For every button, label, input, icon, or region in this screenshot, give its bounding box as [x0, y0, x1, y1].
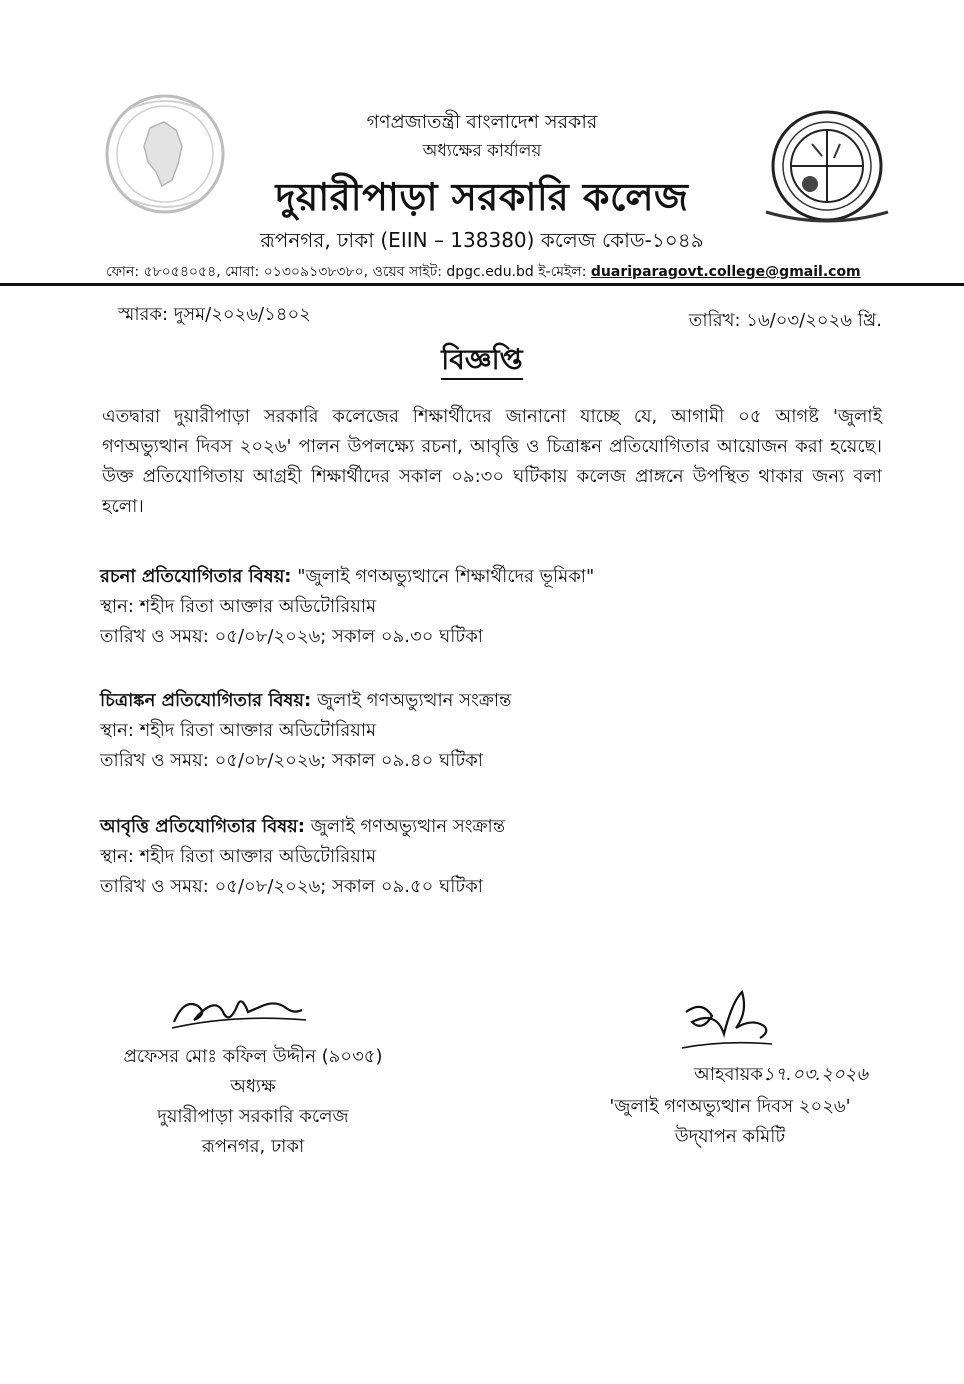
- college-address: রূপনগর, ঢাকা (EIIN – 138380) কলেজ কোড-১০৪৯: [260, 228, 704, 252]
- signatory-name: প্রফেসর মোঃ কফিল উদ্দীন (৯০৩৫): [123, 1046, 383, 1067]
- competition-venue: স্থান: শহীদ রিতা আক্তার অডিটোরিয়াম: [100, 596, 377, 617]
- competition-label: চিত্রাঙ্কন প্রতিযোগিতার বিষয়:: [100, 690, 312, 711]
- competition-venue: স্থান: শহীদ রিতা আক্তার অডিটোরিয়াম: [100, 846, 377, 867]
- signatory-right: [570, 1092, 890, 1152]
- committee-event: 'জুলাই গণঅভ্যুত্থান দিবস ২০২৬': [609, 1096, 851, 1117]
- competition-topic: জুলাই গণঅভ্যুত্থান সংক্রান্ত: [311, 690, 512, 711]
- competition-datetime: তারিখ ও সময়: ০৫/০৮/২০২৬; সকাল ০৯.৪০ ঘটিকা: [100, 750, 483, 771]
- competition-drawing: [100, 686, 890, 776]
- signatory-institution: দুয়ারীপাড়া সরকারি কলেজ: [157, 1106, 349, 1127]
- principal-signature: [164, 984, 314, 1034]
- government-heading: গণপ্রজাতন্ত্রী বাংলাদেশ সরকার: [366, 111, 598, 133]
- office-heading: অধ্যক্ষের কার্যালয়: [422, 141, 542, 161]
- contact-text: ফোন: ৫৮০৫৪০৫৪, মোবা: ০১৩০৯১৩৮৩৮০, ওয়েব সাইট: dpgc.edu.bd ই-মেইল:: [106, 264, 591, 280]
- convener-handwritten-date: ১৭.০৩.২০২৬: [762, 1064, 868, 1085]
- competition-topic: "জুলাই গণঅভ্যুত্থানে শিক্ষার্থীদের ভূমিকা": [291, 566, 595, 587]
- signatory-designation: অধ্যক্ষ: [230, 1076, 276, 1097]
- signatory-left: [88, 1042, 418, 1162]
- college-name: দুয়ারীপাড়া সরকারি কলেজ: [275, 175, 689, 219]
- competition-datetime: তারিখ ও সময়: ০৫/০৮/২০২৬; সকাল ০৯.৩০ ঘটিকা: [100, 626, 484, 647]
- contact-line: [106, 260, 896, 284]
- notice-date: তারিখ: ১৬/০৩/২০২৬ খ্রি.: [688, 310, 882, 331]
- competition-label: রচনা প্রতিযোগিতার বিষয়:: [100, 566, 292, 587]
- competition-recitation: [100, 812, 890, 902]
- competition-venue: স্থান: শহীদ রিতা আক্তার অডিটোরিয়াম: [100, 720, 377, 741]
- competition-topic: জুলাই গণঅভ্যুত্থান সংক্রান্ত: [304, 816, 506, 837]
- notice-title-wrap: [0, 338, 964, 385]
- email-link[interactable]: duariparagovt.college@gmail.com: [590, 264, 861, 280]
- signatory-location: রূপনগর, ঢাকা: [201, 1136, 305, 1157]
- notice-title: বিজ্ঞপ্তি: [441, 343, 522, 380]
- notice-body: এতদ্বারা দুয়ারীপাড়া সরকারি কলেজের শিক্ষার্থীদের জানানো যাচ্ছে যে, আগামী ০৫ আগষ্ট 'জুলাই গণঅভ্যুত্থান দিবস ২০২৬' পালন উপলক্ষ্যে রচনা, আবৃত্তি ও চিত্রাঙ্কন প্রতিযোগিতার আয়োজন করা হয়েছে। উক্ত প্রতিযোগিতায় আগ্রহী শিক্ষার্থীদের সকাল ০৯:৩০ ঘটিকায় কলেজ প্রাঙ্গনে উপস্থিত থাকার জন্য বলা হলো।: [102, 406, 882, 517]
- convener-signature: [672, 982, 782, 1060]
- memo-number: স্মারক: দুসম/২০২৬/১৪০২: [118, 304, 311, 325]
- competition-essay: [100, 562, 890, 652]
- convener-role: আহবায়ক: [694, 1064, 763, 1085]
- committee-name: উদ্‌যাপন কমিটি: [674, 1126, 786, 1147]
- competition-datetime: তারিখ ও সময়: ০৫/০৮/২০২৬; সকাল ০৯.৫০ ঘটিকা: [100, 876, 483, 897]
- convener-line: [694, 1060, 868, 1091]
- header-divider: [0, 283, 964, 286]
- competition-label: আবৃত্তি প্রতিযোগিতার বিষয়:: [100, 816, 305, 837]
